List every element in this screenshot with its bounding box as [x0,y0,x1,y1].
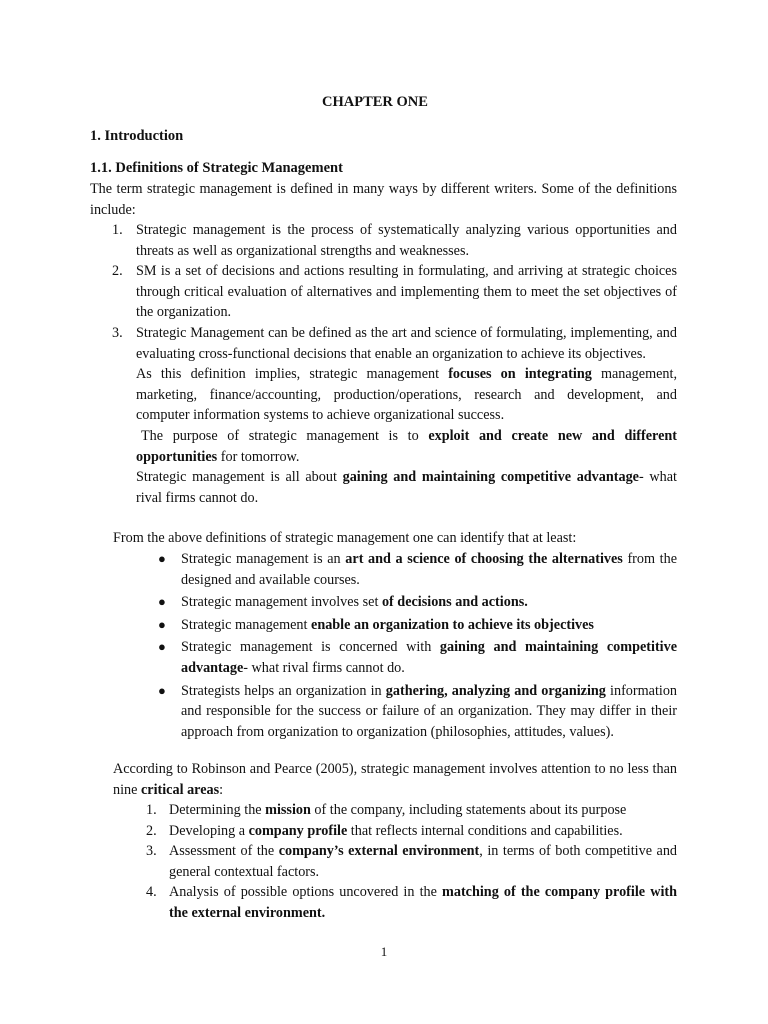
text-run: - what rival firms cannot do. [243,659,405,676]
about-paragraph [90,467,677,508]
critical-area-item [90,821,677,842]
text-run: Strategic management is concerned with [181,639,440,656]
bold-text-run: enable an organization to achieve its objectives [311,616,594,633]
definition-item [90,261,677,323]
bullet-dot-icon: ● [158,551,166,566]
bold-text-run: company’s external environment [278,843,480,860]
bold-text-run: of decisions and actions. [381,594,528,611]
critical-area-item [90,882,677,923]
critical-area-item [90,800,677,821]
list-marker: 1. [112,222,123,238]
definition-text: SM is a set of decisions and actions resulting in formulating, and arriving at strategic choices through critical evaluation of alternatives and implementing them to meet the set objectives of the organization. [136,263,677,321]
text-run: Strategic management is an [181,551,346,567]
implies-paragraph [90,364,677,426]
bullet-item [90,592,677,613]
bullet-item [90,549,677,590]
subsection-heading: 1.1. Definitions of Strategic Management [90,160,343,176]
bold-text-run: art and a science of choosing the alternatives [345,551,623,567]
text-run: management, marketing, finance/accounting, production/operations, research and development, and computer information systems to achieve organizational success. [136,366,677,424]
according-paragraph [113,759,677,800]
definitions-list [90,220,677,508]
purpose-paragraph [90,426,677,467]
critical-areas-list [90,800,677,924]
bullet-item [90,681,677,743]
text-run: According to Robinson and Pearce (2005), strategic management involves attention to no less than nine [113,761,677,798]
bullet-dot-icon: ● [158,594,166,610]
text-run: , in terms of both competitive and general contextual factors. [169,843,678,880]
bold-text-run: gaining and maintaining competitive advantage [181,639,677,676]
text-run: : [219,781,224,798]
text-run: As this definition implies, strategic management [136,366,449,383]
bullet-dot-icon: ● [158,682,166,698]
bold-text-run: critical areas [140,781,220,798]
text-run: Analysis of possible options uncovered in the [169,884,443,901]
definition-text: Strategic management is the process of systematically analyzing various opportunities and threats as well as organizational strengths and weaknesses. [136,222,677,259]
text-run: Strategic management involves set [181,594,382,611]
chapter-title: CHAPTER ONE [322,94,428,110]
section-heading: 1. Introduction [90,128,184,144]
text-run: of the company, including statements about its purpose [310,802,627,818]
list-marker: 2. [112,263,123,280]
intro-paragraph: The term strategic management is defined in many ways by different writers. Some of the definitions include: [90,181,677,218]
critical-area-item [90,841,677,882]
bullet-list [90,549,677,744]
bold-text-run: company profile [248,822,348,839]
text-run: Assessment of the [169,843,279,860]
list-marker: 1. [146,802,157,818]
bullet-item [90,615,677,636]
bold-text-run: gaining and maintaining competitive advantage [342,469,639,486]
text-run: for tomorrow. [217,448,300,465]
text-run: Determining the [169,802,266,818]
from-paragraph: From the above definitions of strategic management one can identify that at least: [113,530,577,546]
bullet-item [90,637,677,678]
bold-text-run: focuses on integrating [448,366,592,383]
text-run: - what rival firms cannot do. [136,469,677,506]
definition-item [90,220,677,261]
bullet-dot-icon: ● [158,616,166,632]
text-run: information and responsible for the success or failure of an organization. They may differ in their approach from organization to organization (philosophies, attitudes, values). [181,682,678,740]
text-run: The purpose of strategic management is to [141,427,429,444]
text-run: that reflects internal conditions and capabilities. [347,822,623,839]
bold-text-run: matching of the company profile with the external environment. [169,884,678,921]
bullet-dot-icon: ● [158,639,166,655]
bold-text-run: exploit and create new and different opportunities [136,427,677,465]
text-run: Strategic management [181,616,312,633]
text-run: Strategists helps an organization in [181,682,386,699]
list-marker: 3. [146,843,157,860]
text-run: Developing a [169,822,249,839]
text-run: Strategic management is all about [136,469,343,486]
definition-text: Strategic Management can be defined as the art and science of formulating, implementing, and evaluating cross-functional decisions that enable an organization to achieve its objectives. [136,324,677,362]
bold-text-run: gathering, analyzing and organizing [385,682,606,699]
page-number: 1 [380,944,388,959]
text-run: from the designed and available courses. [181,551,677,588]
list-marker: 3. [112,324,123,341]
list-marker: 4. [146,884,157,901]
list-marker: 2. [146,822,157,839]
bold-text-run: mission [265,802,311,818]
definition-item [90,323,677,364]
